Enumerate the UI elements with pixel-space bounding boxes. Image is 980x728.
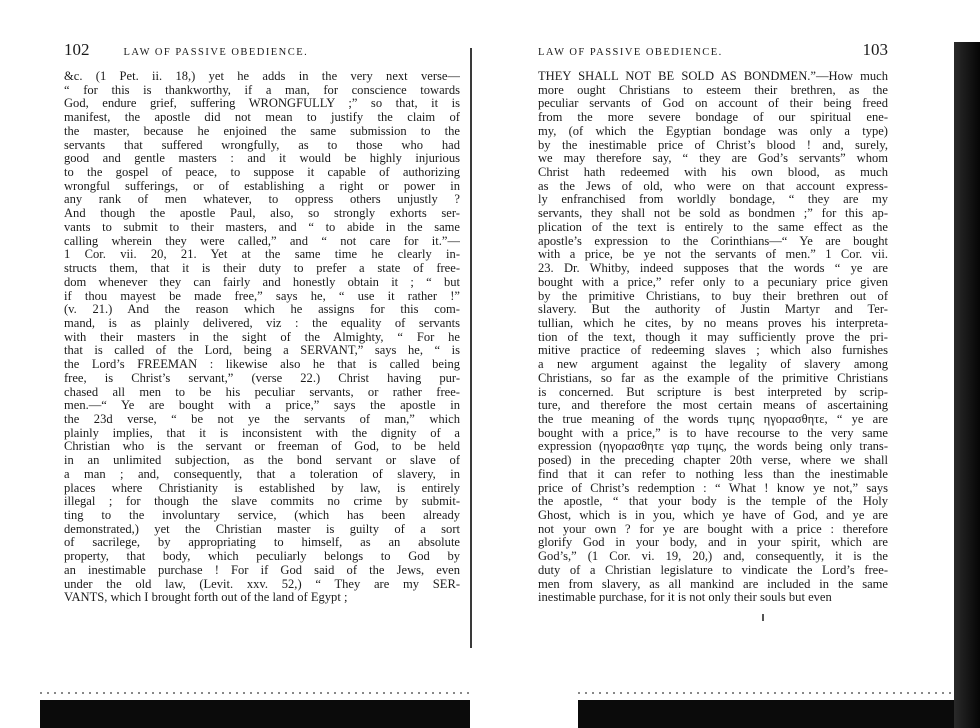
- right_page-text-line: posed) in the preceding chapter 20th verse, where we shall: [538, 454, 888, 468]
- right_page-text-line: inestimable purchase, for it is not only their souls but even: [538, 591, 832, 605]
- right-page-body-text: [538, 70, 888, 605]
- left_page-text-line: And though the apostle Paul, also, so strongly exhorts ser-: [64, 207, 460, 221]
- left_page-text-line: places where Christianity is established by law, is entirely: [64, 481, 460, 495]
- left_page-text-line: dom whenever they can fairly and honestly obtain it ; “ but: [64, 275, 460, 289]
- right_page-text-line: men from slavery, as all mankind are included in the same: [538, 577, 888, 591]
- right_page-text-line: duty of a Christian legislature to vindicate the Lord’s free-: [538, 563, 888, 577]
- left_page-text-line: of sacrilege, by appropriating to himself, as an absolute: [64, 536, 460, 550]
- left_page-text-line: calling wherein they were called,” and “ not care for it.”—: [64, 234, 460, 248]
- right_page-text-line: my, (of which the Egyptian bondage was only a type): [538, 124, 888, 138]
- right_page-text-line: find that it can refer to nothing less than the inestimable: [538, 467, 888, 481]
- left-page-header: [64, 40, 460, 60]
- right_page-text-line: plication of the text is entirely to the same effect as the: [538, 220, 888, 234]
- right_page-text-line: God’s,” (1 Cor. vi. 19, 20,) and, consequently, it is the: [538, 550, 888, 564]
- right_page-text-line: THEY SHALL NOT BE SOLD AS BONDMEN.”—How much: [538, 70, 888, 83]
- right_page-text-line: we may therefore say, “ they are God’s servants” whom: [538, 152, 888, 166]
- left-page: [0, 0, 470, 728]
- right_page-text-line: Christ hath redeemed with his own blood, as much: [538, 166, 888, 180]
- left_page-text-line: under the old law, (Levit. xxv. 52,) “ They are my SER-: [64, 577, 460, 591]
- left_page-text-line: with their masters in the sight of the Almighty, “ For he: [64, 330, 460, 344]
- left_page-text-line: a man ; and, consequently, that a toleration of slavery, in: [64, 467, 460, 481]
- scan-specks-right: [578, 692, 954, 694]
- left_page-text-line: (v. 21.) And the reason which he assigns for this com-: [64, 303, 460, 317]
- right_page-text-line: the apostle, “ that your body is the temple of the Holy: [538, 495, 888, 509]
- scan-shadow-bottom-left: [40, 700, 470, 728]
- right-running-title: LAW OF PASSIVE OBEDIENCE.: [538, 47, 723, 58]
- right_page-text-line: price of Christ’s redemption : “ What ! know ye not,” says: [538, 481, 888, 495]
- left_page-text-line: chased all men to be his peculiar servants, or rather free-: [64, 385, 460, 399]
- left_page-text-line: the Lord’s FREEMAN : likewise also he that is called being: [64, 358, 460, 372]
- left-page-body-text: [64, 70, 460, 605]
- left_page-text-line: the 23d verse, “ be not ye the servants of man,” which: [64, 412, 460, 426]
- left_page-text-line: mand, is as plainly delivered, viz : the equality of servants: [64, 316, 460, 330]
- right_page-text-line: the true meaning of the words τιμης ηγορασθητε, “ ye are: [538, 412, 888, 426]
- right_page-text-line: as the Jews of old, who were on that account express-: [538, 179, 888, 193]
- left_page-text-line: Christian who is the servant or freeman of God, to be held: [64, 440, 460, 454]
- left_page-text-line: if thou mayest be made free,” says he, “ use it rather !”: [64, 289, 460, 303]
- left_page-text-line: God, endure grief, suffering WRONGFULLY ;” so that, it is: [64, 97, 460, 111]
- left_page-text-line: in an unlimited subjection, as the bond servant or slave of: [64, 454, 460, 468]
- left_page-text-line: &c. (1 Pet. ii. 18,) yet he adds in the very next verse—: [64, 70, 460, 83]
- left-running-title: LAW OF PASSIVE OBEDIENCE.: [123, 47, 309, 58]
- scan-shadow-right-edge: [954, 42, 980, 728]
- right_page-text-line: bought with a price,” refer only to a pecuniary price given: [538, 275, 888, 289]
- left_page-text-line: illegal ; for though the slave commits no crime by submit-: [64, 495, 460, 509]
- right_page-text-line: glorify God in your body, and in your spirit, which are: [538, 536, 888, 550]
- gutter-mark: [762, 614, 764, 621]
- right_page-text-line: Christians, so far as the example of the primitive Christians: [538, 371, 888, 385]
- left_page-text-line: men.—“ Ye are bought with a price,” says the apostle in: [64, 399, 460, 413]
- right_page-text-line: expression (ηγορασθητε γαρ τιμης, the words being only trans-: [538, 440, 888, 454]
- left_page-text-line: ting to the involuntary service, (which has been already: [64, 509, 460, 522]
- left_page-text-line: wrongful sufferings, or of establishing a right or power in: [64, 179, 460, 193]
- scan-shadow-bottom-right: [578, 700, 980, 728]
- right_page-text-line: with a price, be ye not the servants of men.” 1 Cor. vii.: [538, 248, 888, 262]
- right_page-text-line: apostle’s expression to the Corinthians—“ Ye are bought: [538, 234, 888, 248]
- right_page-text-line: more ought Christians to esteem their brethren, as the: [538, 83, 888, 97]
- right_page-text-line: servants, they shall not be sold as bondmen ;” for this ap-: [538, 207, 888, 221]
- left_page-text-line: any rank of men whatever, to oppress others unjustly ?: [64, 193, 460, 207]
- left_page-text-line: to the gospel of peace, to suppose it capable of authorizing: [64, 166, 460, 180]
- right_page-text-line: is concerned. But scripture is best interpreted by scrip-: [538, 385, 888, 399]
- right_page-text-line: from the more severe bondage of our spiritual ene-: [538, 111, 888, 125]
- left_page-text-line: VANTS, which I brought forth out of the land of Egypt ;: [64, 591, 348, 605]
- right-page-number: 103: [862, 40, 888, 59]
- right_page-text-line: a new argument against the legality of slavery among: [538, 358, 888, 372]
- left_page-text-line: “ for this is thankworthy, if a man, for conscience towards: [64, 83, 460, 97]
- right_page-text-line: Ghost, which is in you, which ye have of God, and ye are: [538, 509, 888, 522]
- right_page-text-line: not your own ? for ye are bought with a price : therefore: [538, 522, 888, 536]
- left_page-text-line: that is called of the Lord, being a SERVANT,” says he, “ is: [64, 344, 460, 358]
- left_page-text-line: the master, because he enjoined the same submission to the: [64, 124, 460, 138]
- right_page-text-line: peculiar servants of God on account of their being freed: [538, 97, 888, 111]
- page-gutter-divider: [470, 48, 472, 648]
- right-page-header: [538, 40, 888, 60]
- left_page-text-line: an inestimable purchase ! For if God said of the Jews, even: [64, 563, 460, 577]
- left_page-text-line: good and gentle masters : and it would be highly injurious: [64, 152, 460, 166]
- left_page-text-line: demonstrated,) yet the Christian master is guilty of a sort: [64, 522, 460, 536]
- right_page-text-line: bought with a price,” is to have recourse to the very same: [538, 426, 888, 440]
- right-page: [478, 0, 906, 728]
- right_page-text-line: tion of the text, though it may sufficiently prove the pri-: [538, 330, 888, 344]
- left_page-text-line: property, that body, which peculiarly belongs to God by: [64, 550, 460, 564]
- left-page-number: 102: [64, 40, 90, 59]
- right_page-text-line: slavery. But the authority of Justin Martyr and Ter-: [538, 303, 888, 317]
- scan-specks-left: [40, 692, 470, 694]
- right_page-text-line: tullian, which he cites, by no means proves his interpreta-: [538, 316, 888, 330]
- right_page-text-line: ture, and therefore the most certain means of ascertaining: [538, 399, 888, 413]
- right_page-text-line: by the primitive Christians, to buy their brethren out of: [538, 289, 888, 303]
- right_page-text-line: by the inestimable price of Christ’s blood ! and, surely,: [538, 138, 888, 152]
- right_page-text-line: ly enfranchised from worldly bondage, “ they are my: [538, 193, 888, 207]
- left_page-text-line: vants to submit to their masters, and “ to abide in the same: [64, 220, 460, 234]
- left_page-text-line: 1 Cor. vii. 20, 21. Yet at the same time he clearly in-: [64, 248, 460, 262]
- left_page-text-line: servants that suffered wrongfully, as to those who had: [64, 138, 460, 152]
- right_page-text-line: 23. Dr. Whitby, indeed supposes that the words “ ye are: [538, 262, 888, 276]
- right_page-text-line: mitive practice of redeeming slaves ; which also furnishes: [538, 344, 888, 358]
- left_page-text-line: plainly implies, that it is inconsistent with the dignity of a: [64, 426, 460, 440]
- left_page-text-line: manifest, the apostle did not mean to justify the claim of: [64, 111, 460, 125]
- left_page-text-line: structs them, that it is their duty to prefer a state of free-: [64, 262, 460, 276]
- left_page-text-line: free, is Christ’s servant,” (verse 22.) Christ having pur-: [64, 371, 460, 385]
